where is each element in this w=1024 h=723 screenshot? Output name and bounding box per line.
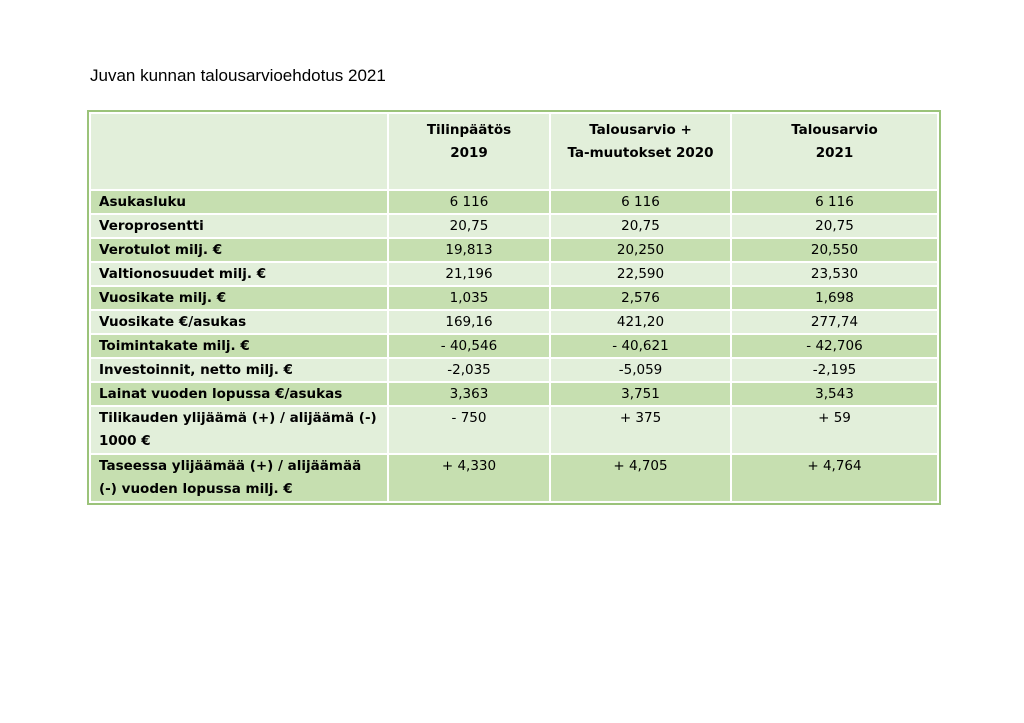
value-cell: 20,75 <box>388 214 550 238</box>
value-cell: 1,698 <box>731 286 938 310</box>
value-cell: 20,75 <box>731 214 938 238</box>
row-label: Verotulot milj. € <box>90 238 388 262</box>
value-cell: - 42,706 <box>731 334 938 358</box>
row-label: Vuosikate €/asukas <box>90 310 388 334</box>
row-label: Lainat vuoden lopussa €/asukas <box>90 382 388 406</box>
value-cell: 2,576 <box>550 286 731 310</box>
value-cell: 1,035 <box>388 286 550 310</box>
table-row <box>90 358 938 382</box>
value-cell: 6 116 <box>731 190 938 214</box>
value-cell: + 59 <box>731 406 938 454</box>
value-cell: + 4,330 <box>388 454 550 502</box>
value-cell: -5,059 <box>550 358 731 382</box>
row-label: Asukasluku <box>90 190 388 214</box>
value-cell: 169,16 <box>388 310 550 334</box>
header-talousarvio-2021 <box>731 113 938 190</box>
table-row <box>90 214 938 238</box>
value-cell: 6 116 <box>388 190 550 214</box>
table-row <box>90 262 938 286</box>
budget-table <box>89 112 939 503</box>
table-row <box>90 310 938 334</box>
value-cell: + 375 <box>550 406 731 454</box>
header-line: Ta-muutokset 2020 <box>567 145 714 161</box>
table-row <box>90 238 938 262</box>
row-label: Vuosikate milj. € <box>90 286 388 310</box>
header-line: Talousarvio <box>791 122 878 138</box>
row-label: Tilikauden ylijäämä (+) / alijäämä (-) 1000 € <box>90 406 388 454</box>
document-title: Juvan kunnan talousarvioehdotus 2021 <box>90 66 386 85</box>
value-cell: + 4,764 <box>731 454 938 502</box>
row-label: Valtionosuudet milj. € <box>90 262 388 286</box>
header-row <box>90 113 938 190</box>
table-row <box>90 190 938 214</box>
value-cell: 3,751 <box>550 382 731 406</box>
header-line: Talousarvio + <box>589 122 692 138</box>
header-line: Tilinpäätös <box>426 122 512 138</box>
row-label: Veroprosentti <box>90 214 388 238</box>
header-line: 2021 <box>815 145 854 161</box>
table-row <box>90 286 938 310</box>
value-cell: 421,20 <box>550 310 731 334</box>
value-cell: 6 116 <box>550 190 731 214</box>
value-cell: - 40,621 <box>550 334 731 358</box>
value-cell: + 4,705 <box>550 454 731 502</box>
value-cell: -2,195 <box>731 358 938 382</box>
value-cell: 3,363 <box>388 382 550 406</box>
header-corner-cell <box>90 113 388 190</box>
table-row <box>90 382 938 406</box>
header-tilinpaatos-2019 <box>388 113 550 190</box>
value-cell: 23,530 <box>731 262 938 286</box>
row-label: Taseessa ylijäämää (+) / alijäämää (-) vuoden lopussa milj. € <box>90 454 388 502</box>
table-row <box>90 454 938 502</box>
value-cell: 3,543 <box>731 382 938 406</box>
value-cell: - 750 <box>388 406 550 454</box>
header-line: 2019 <box>450 145 488 161</box>
value-cell: 19,813 <box>388 238 550 262</box>
value-cell: 20,75 <box>550 214 731 238</box>
table-row <box>90 406 938 454</box>
value-cell: 22,590 <box>550 262 731 286</box>
table-row <box>90 334 938 358</box>
header-talousarvio-2020 <box>550 113 731 190</box>
value-cell: - 40,546 <box>388 334 550 358</box>
value-cell: 21,196 <box>388 262 550 286</box>
value-cell: 20,550 <box>731 238 938 262</box>
row-label: Investoinnit, netto milj. € <box>90 358 388 382</box>
value-cell: -2,035 <box>388 358 550 382</box>
value-cell: 277,74 <box>731 310 938 334</box>
row-label: Toimintakate milj. € <box>90 334 388 358</box>
value-cell: 20,250 <box>550 238 731 262</box>
